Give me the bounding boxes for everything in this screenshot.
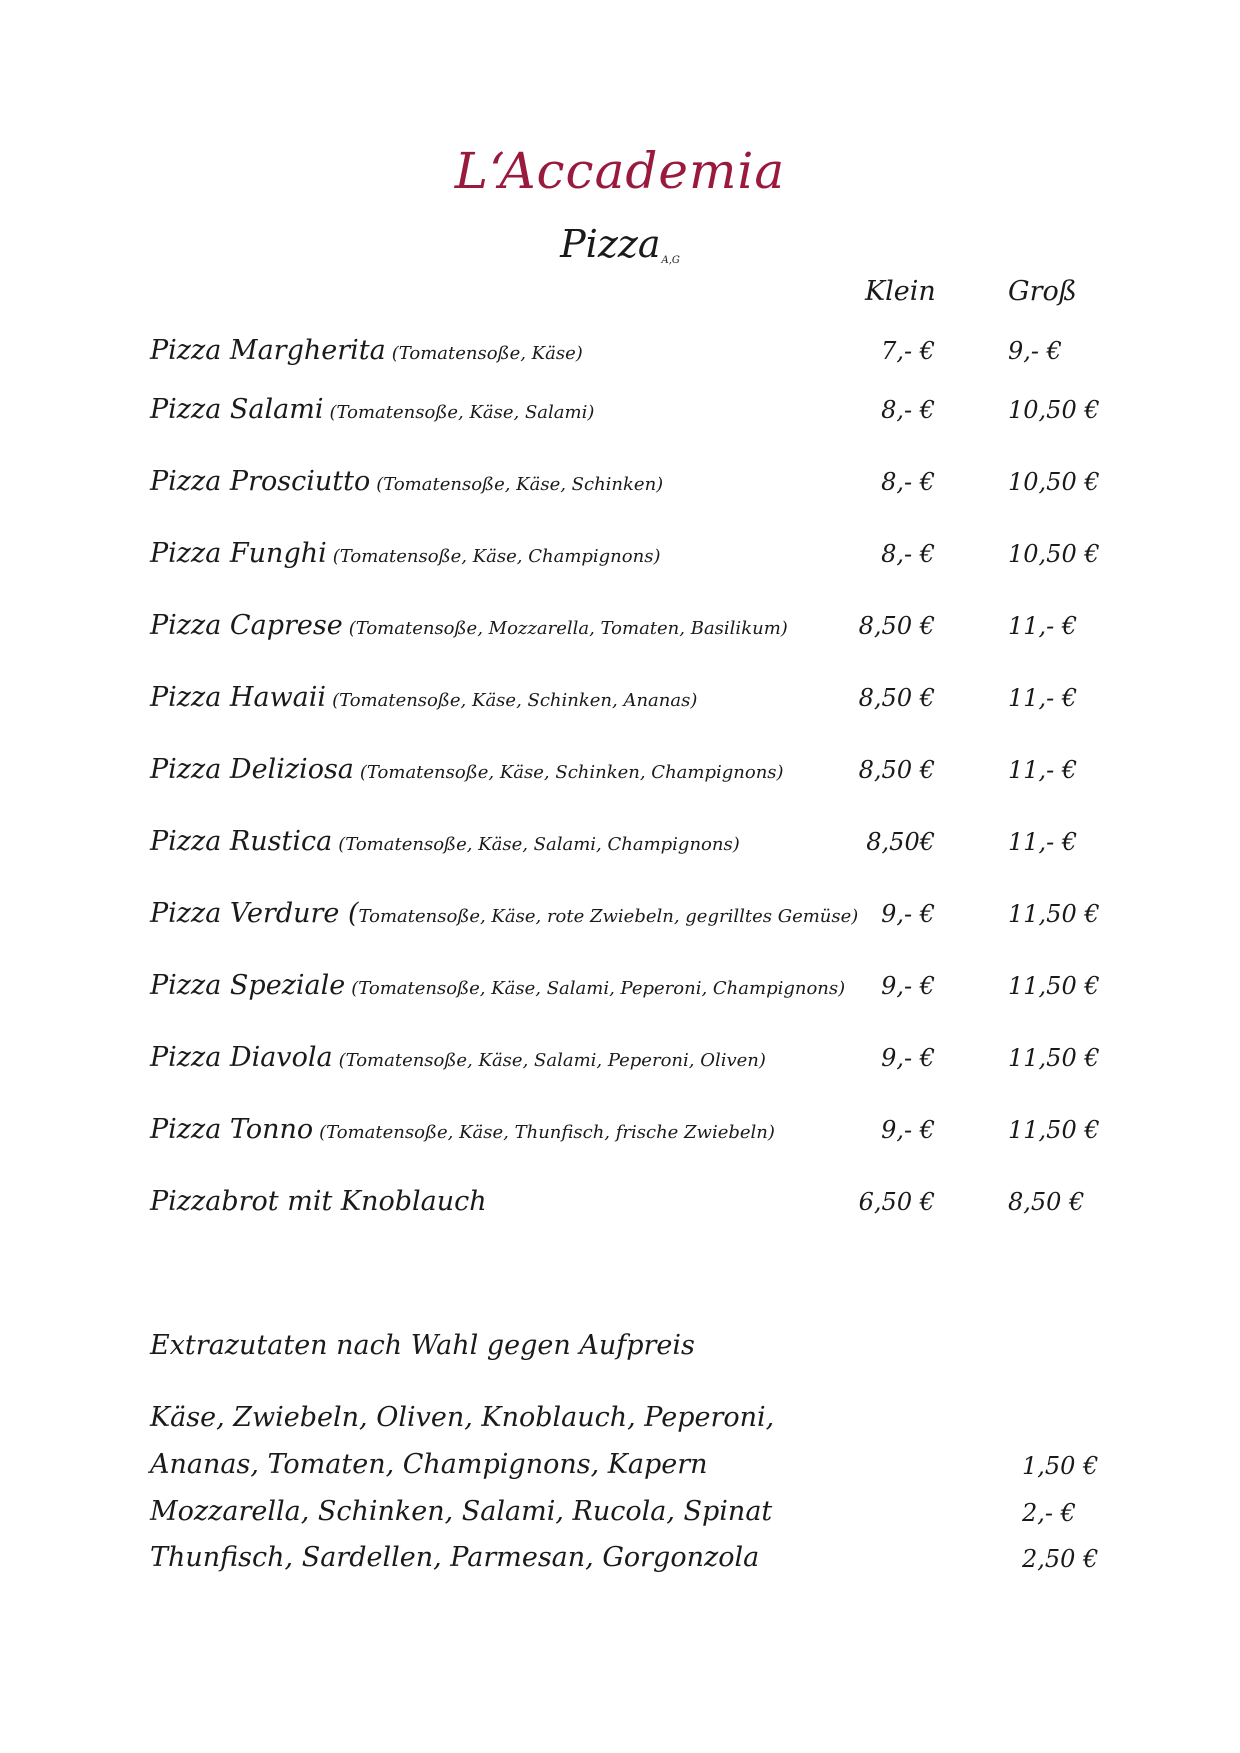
item-name: Pizza Rustica	[150, 826, 333, 857]
item-description: (Tomatensoße, Käse, Salami)	[329, 402, 595, 423]
item-name: Pizza Speziale	[150, 970, 346, 1001]
extras-text: Mozzarella, Schinken, Salami, Rucola, Spinat	[150, 1496, 773, 1527]
item-name: Pizza Caprese	[150, 610, 343, 641]
menu-item	[150, 970, 1100, 1010]
price-small: 8,50 €	[858, 684, 935, 712]
section-title	[0, 222, 1240, 266]
price-small: 9,- €	[881, 1044, 935, 1072]
item-name: Pizza Deliziosa	[150, 754, 354, 785]
menu-item	[150, 898, 1100, 938]
menu-item	[150, 610, 1090, 650]
price-small: 8,50€	[866, 828, 935, 856]
item-name: Pizza Funghi	[150, 538, 327, 569]
extras-price: 2,- €	[1022, 1499, 1076, 1527]
price-small: 8,- €	[881, 468, 935, 496]
menu-item	[150, 394, 1100, 434]
price-small: 9,- €	[881, 1116, 935, 1144]
price-large: 10,50 €	[1008, 540, 1100, 568]
item-description: (Tomatensoße, Käse, Salami, Champignons)	[338, 834, 740, 855]
item-description: Tomatensoße, Käse, rote Zwiebeln, gegrilltes Gemüse)	[358, 906, 859, 927]
item-name-line	[150, 970, 845, 1001]
item-description: (Tomatensoße, Käse, Champignons)	[332, 546, 661, 567]
item-name-line	[150, 335, 583, 366]
price-small: 7,- €	[881, 337, 935, 365]
menu-item	[150, 1186, 1090, 1226]
extras-price: 1,50 €	[1022, 1452, 1099, 1480]
menu-item	[150, 1042, 1100, 1082]
price-large: 11,50 €	[1008, 1044, 1100, 1072]
price-large: 11,- €	[1008, 612, 1078, 640]
allergen-superscript: A,G	[661, 255, 680, 266]
item-description: (Tomatensoße, Käse, Schinken)	[376, 474, 664, 495]
item-name-line	[150, 1186, 493, 1217]
item-name-line	[150, 682, 697, 713]
extras-line	[150, 1402, 1090, 1442]
price-small: 9,- €	[881, 972, 935, 1000]
extras-text: Ananas, Tomaten, Champignons, Kapern	[150, 1449, 708, 1480]
price-small: 6,50 €	[858, 1188, 935, 1216]
extras-line	[150, 1449, 1099, 1489]
column-header-small: Klein	[865, 276, 936, 307]
extras-text: Thunfisch, Sardellen, Parmesan, Gorgonzola	[150, 1542, 760, 1573]
item-name-line	[150, 754, 784, 785]
item-name: Pizza Hawaii	[150, 682, 327, 713]
item-name-line	[150, 898, 858, 929]
item-name: Pizza Salami	[150, 394, 324, 425]
price-small: 8,- €	[881, 540, 935, 568]
price-large: 11,- €	[1008, 684, 1078, 712]
item-name-line	[150, 394, 594, 425]
price-small: 8,50 €	[858, 756, 935, 784]
price-large: 11,50 €	[1008, 1116, 1100, 1144]
column-header-large: Groß	[1008, 276, 1077, 307]
extras-line	[150, 1496, 1090, 1536]
restaurant-title: L‘Accademia	[454, 142, 786, 200]
price-large: 11,50 €	[1008, 972, 1100, 1000]
price-large: 11,- €	[1008, 756, 1078, 784]
item-name: Pizza Tonno	[150, 1114, 314, 1145]
item-name: Pizza Verdure (	[150, 898, 359, 929]
extras-line	[150, 1542, 1099, 1582]
menu-item	[150, 826, 1090, 866]
menu-item	[150, 538, 1100, 578]
item-description: (Tomatensoße, Käse, Schinken, Ananas)	[332, 690, 698, 711]
item-description: (Tomatensoße, Mozzarella, Tomaten, Basilikum)	[348, 618, 788, 639]
price-small: 8,50 €	[858, 612, 935, 640]
item-name: Pizza Prosciutto	[150, 466, 371, 497]
extras-price: 2,50 €	[1022, 1545, 1099, 1573]
item-description: (Tomatensoße, Käse, Salami, Peperoni, Champignons)	[351, 978, 846, 999]
price-large: 10,50 €	[1008, 396, 1100, 424]
price-large: 11,- €	[1008, 828, 1078, 856]
price-large: 10,50 €	[1008, 468, 1100, 496]
menu-item	[150, 335, 1090, 375]
item-name-line	[150, 466, 663, 497]
item-description: (Tomatensoße, Käse, Salami, Peperoni, Oliven)	[338, 1050, 766, 1071]
item-description: (Tomatensoße, Käse, Schinken, Champignons)	[359, 762, 784, 783]
extras-text: Käse, Zwiebeln, Oliven, Knoblauch, Peperoni,	[150, 1402, 775, 1433]
section-title-text: Pizza	[560, 222, 661, 266]
menu-item	[150, 466, 1100, 506]
item-name-line	[150, 1042, 766, 1073]
item-name: Pizza Margherita	[150, 335, 386, 366]
item-description: (Tomatensoße, Käse)	[391, 343, 583, 364]
menu-item	[150, 1114, 1100, 1154]
item-name-line	[150, 610, 788, 641]
item-name: Pizza Diavola	[150, 1042, 333, 1073]
item-description: (Tomatensoße, Käse, Thunfisch, frische Zwiebeln)	[319, 1122, 775, 1143]
menu-item	[150, 682, 1090, 722]
price-small: 9,- €	[881, 900, 935, 928]
price-small: 8,- €	[881, 396, 935, 424]
item-name: Pizzabrot mit Knoblauch	[150, 1186, 487, 1217]
menu-item	[150, 754, 1090, 794]
item-name-line	[150, 826, 740, 857]
extras-title: Extrazutaten nach Wahl gegen Aufpreis	[150, 1330, 695, 1361]
item-name-line	[150, 538, 660, 569]
price-large: 9,- €	[1008, 337, 1062, 365]
price-large: 11,50 €	[1008, 900, 1100, 928]
item-name-line	[150, 1114, 775, 1145]
price-large: 8,50 €	[1008, 1188, 1085, 1216]
